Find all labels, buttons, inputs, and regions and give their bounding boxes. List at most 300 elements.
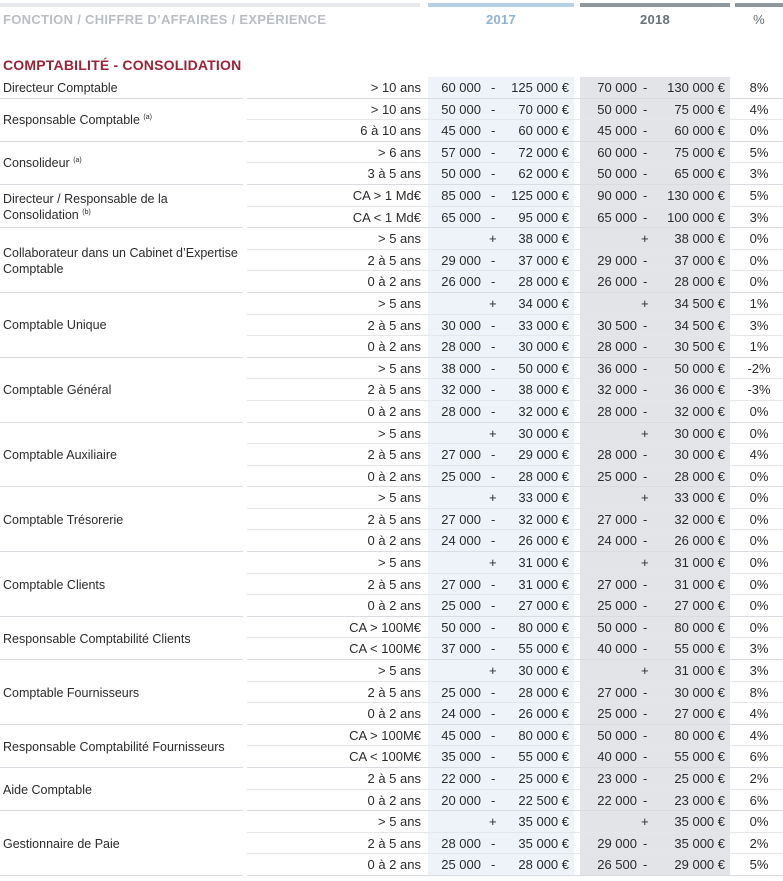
salary-low: 28 000 xyxy=(597,447,637,463)
percent-change-cell: 0% xyxy=(749,511,769,527)
salary-low: 28 000 xyxy=(441,339,481,355)
percent-change-cell: 3% xyxy=(749,317,769,333)
plus-sign: + xyxy=(641,295,649,311)
salary-2017-cell xyxy=(428,185,574,207)
percent-change-cell: 4% xyxy=(749,447,769,463)
salary-high: 28 000 € xyxy=(518,468,569,484)
plus-sign: + xyxy=(641,663,649,679)
salary-low: 60 000 xyxy=(441,80,481,95)
range-dash: - xyxy=(491,641,496,657)
salary-high: 55 000 € xyxy=(518,749,569,765)
range-dash: - xyxy=(643,101,648,117)
percent-change-cell: 3% xyxy=(749,209,769,225)
salary-2018-cell xyxy=(580,120,730,142)
percent-change-cell: 0% xyxy=(749,231,769,247)
experience-cell: 0 à 2 ans xyxy=(367,533,421,549)
salary-low: 50 000 xyxy=(441,166,481,182)
range-dash: - xyxy=(491,80,496,95)
function-name xyxy=(3,836,243,852)
salary-high: 27 000 € xyxy=(674,598,725,614)
table-row xyxy=(0,293,783,315)
function-name xyxy=(3,317,243,333)
salary-2017-cell xyxy=(428,99,574,121)
percent-change-cell: 0% xyxy=(749,468,769,484)
footnote-marker: (b) xyxy=(82,208,91,216)
range-dash: - xyxy=(491,252,496,268)
range-dash: - xyxy=(491,209,496,225)
experience-cell: 0 à 2 ans xyxy=(367,274,421,290)
salary-high: 130 000 € xyxy=(667,80,725,95)
salary-2017-cell xyxy=(428,358,574,380)
function-label: Collaborateur dans un Cabinet d’Expertise Comptable xyxy=(3,245,238,276)
header-function-label: FONCTION / CHIFFRE D’AFFAIRES / EXPÉRIENCE xyxy=(3,12,327,27)
salary-2017-cell xyxy=(428,574,574,596)
salary-low: 28 000 xyxy=(597,339,637,355)
range-dash: - xyxy=(643,533,648,549)
salary-2017-cell xyxy=(428,509,574,531)
range-dash: - xyxy=(491,468,496,484)
function-name xyxy=(3,155,243,171)
salary-low: 27 000 xyxy=(441,576,481,592)
footnote-marker: (a) xyxy=(143,114,152,122)
salary-high: 37 000 € xyxy=(674,252,725,268)
salary-low: 25 000 xyxy=(597,706,637,722)
salary-2017-cell xyxy=(428,530,574,552)
percent-change-cell: 0% xyxy=(749,123,769,139)
range-dash: - xyxy=(643,403,648,419)
salary-high: 38 000 € xyxy=(674,231,725,247)
header-bar-2018 xyxy=(580,3,730,7)
range-dash: - xyxy=(643,576,648,592)
salary-2018-cell xyxy=(580,509,730,531)
header-percent: % xyxy=(753,12,765,27)
salary-2018-cell xyxy=(580,444,730,466)
group-row-separator xyxy=(247,875,783,876)
range-dash: - xyxy=(491,101,496,117)
function-name xyxy=(3,382,243,398)
percent-change-cell: 1% xyxy=(749,295,769,311)
salary-low: 27 000 xyxy=(597,684,637,700)
range-dash: - xyxy=(643,209,648,225)
salary-2017-cell xyxy=(428,401,574,423)
percent-change-cell: 0% xyxy=(749,598,769,614)
range-dash: - xyxy=(491,360,496,376)
plus-sign: + xyxy=(489,295,497,311)
salary-2018-cell xyxy=(580,746,730,768)
salary-2018-cell xyxy=(580,725,730,747)
salary-high: 130 000 € xyxy=(667,187,725,203)
salary-2017-cell xyxy=(428,833,574,855)
range-dash: - xyxy=(491,835,496,851)
salary-high: 27 000 € xyxy=(518,598,569,614)
salary-2018-cell xyxy=(580,423,730,445)
salary-high: 31 000 € xyxy=(674,663,725,679)
salary-high: 28 000 € xyxy=(518,857,569,873)
experience-cell: 3 à 5 ans xyxy=(367,166,421,182)
function-label: Comptable Clients xyxy=(3,577,106,592)
salary-high: 32 000 € xyxy=(518,403,569,419)
salary-high: 80 000 € xyxy=(518,619,569,635)
function-label: Directeur / Responsable de la Consolidation xyxy=(3,191,168,222)
range-dash: - xyxy=(491,317,496,333)
experience-cell: 2 à 5 ans xyxy=(367,576,421,592)
range-dash: - xyxy=(643,274,648,290)
function-label: Consolideur xyxy=(3,156,70,171)
salary-high: 32 000 € xyxy=(674,511,725,527)
experience-cell: 2 à 5 ans xyxy=(367,382,421,398)
function-name xyxy=(3,245,243,277)
experience-cell: > 6 ans xyxy=(377,144,421,160)
function-label: Comptable Unique xyxy=(3,318,107,333)
range-dash: - xyxy=(643,360,648,376)
experience-cell: 2 à 5 ans xyxy=(367,771,421,786)
header-year-2018: 2018 xyxy=(639,12,671,27)
range-dash: - xyxy=(643,447,648,463)
salary-low: 50 000 xyxy=(597,619,637,635)
percent-change-cell: 0% xyxy=(749,814,769,830)
experience-cell: > 5 ans xyxy=(377,425,421,441)
salary-low: 65 000 xyxy=(441,209,481,225)
range-dash: - xyxy=(643,339,648,355)
experience-cell: 6 à 10 ans xyxy=(360,123,421,139)
experience-cell: 0 à 2 ans xyxy=(367,339,421,355)
salary-low: 45 000 xyxy=(441,123,481,139)
salary-high: 31 000 € xyxy=(518,576,569,592)
salary-low: 90 000 xyxy=(597,187,637,203)
percent-change-cell: 3% xyxy=(749,166,769,182)
salary-high: 72 000 € xyxy=(518,144,569,160)
salary-2018-cell xyxy=(580,250,730,272)
salary-2018-cell xyxy=(580,703,730,725)
percent-change-cell: 4% xyxy=(749,101,769,117)
range-dash: - xyxy=(491,792,496,808)
salary-low: 25 000 xyxy=(441,598,481,614)
percent-change-cell: 3% xyxy=(749,663,769,679)
salary-2017-cell xyxy=(428,444,574,466)
salary-2017-cell xyxy=(428,660,574,682)
salary-high: 23 000 € xyxy=(674,792,725,808)
range-dash: - xyxy=(643,598,648,614)
experience-cell: > 5 ans xyxy=(377,231,421,247)
range-dash: - xyxy=(491,771,496,786)
salary-2018-cell xyxy=(580,99,730,121)
salary-high: 80 000 € xyxy=(674,727,725,743)
salary-2018-cell xyxy=(580,854,730,876)
salary-low: 24 000 xyxy=(441,706,481,722)
salary-high: 26 000 € xyxy=(518,706,569,722)
function-label: Aide Comptable xyxy=(3,782,92,797)
salary-low: 36 000 xyxy=(597,360,637,376)
salary-high: 29 000 € xyxy=(674,857,725,873)
salary-high: 125 000 € xyxy=(511,187,569,203)
salary-2017-cell xyxy=(428,552,574,574)
salary-high: 50 000 € xyxy=(674,360,725,376)
salary-2018-cell xyxy=(580,790,730,812)
plus-sign: + xyxy=(489,555,497,571)
salary-low: 35 000 xyxy=(441,749,481,765)
function-label: Directeur Comptable xyxy=(3,80,118,95)
percent-change-cell: 0% xyxy=(749,403,769,419)
range-dash: - xyxy=(491,619,496,635)
salary-2017-cell xyxy=(428,725,574,747)
salary-2018-cell xyxy=(580,185,730,207)
salary-low: 26 500 xyxy=(597,857,637,873)
salary-low: 50 000 xyxy=(441,101,481,117)
salary-high: 25 000 € xyxy=(674,771,725,786)
salary-high: 80 000 € xyxy=(674,619,725,635)
salary-low: 37 000 xyxy=(441,641,481,657)
range-dash: - xyxy=(643,382,648,398)
percent-change-cell: 0% xyxy=(749,533,769,549)
salary-high: 38 000 € xyxy=(518,382,569,398)
salary-2017-cell xyxy=(428,746,574,768)
salary-2018-cell xyxy=(580,660,730,682)
salary-high: 32 000 € xyxy=(518,511,569,527)
salary-low: 45 000 xyxy=(597,123,637,139)
table-row xyxy=(0,660,783,682)
salary-2017-cell xyxy=(428,77,574,99)
salary-high: 30 000 € xyxy=(674,684,725,700)
salary-2018-cell xyxy=(580,77,730,99)
range-dash: - xyxy=(491,382,496,398)
salary-2017-cell xyxy=(428,790,574,812)
range-dash: - xyxy=(491,187,496,203)
experience-cell: CA > 1 Md€ xyxy=(352,187,421,203)
table-row xyxy=(0,552,783,574)
salary-low: 45 000 xyxy=(441,727,481,743)
salary-low: 27 000 xyxy=(441,511,481,527)
salary-high: 26 000 € xyxy=(518,533,569,549)
salary-2017-cell xyxy=(428,595,574,617)
salary-2018-cell xyxy=(580,401,730,423)
range-dash: - xyxy=(643,749,648,765)
salary-low: 70 000 xyxy=(597,80,637,95)
function-name xyxy=(3,191,243,223)
salary-high: 30 500 € xyxy=(674,339,725,355)
salary-high: 31 000 € xyxy=(674,555,725,571)
salary-high: 125 000 € xyxy=(511,80,569,95)
salary-2017-cell xyxy=(428,854,574,876)
salary-2017-cell xyxy=(428,703,574,725)
range-dash: - xyxy=(491,274,496,290)
range-dash: - xyxy=(643,468,648,484)
header-bar-2017 xyxy=(428,3,574,7)
experience-cell: 0 à 2 ans xyxy=(367,598,421,614)
range-dash: - xyxy=(491,576,496,592)
salary-low: 28 000 xyxy=(441,403,481,419)
header-bar-pct xyxy=(735,3,783,7)
range-dash: - xyxy=(643,857,648,873)
salary-high: 38 000 € xyxy=(518,231,569,247)
salary-2017-cell xyxy=(428,768,574,790)
salary-high: 30 000 € xyxy=(674,447,725,463)
salary-low: 57 000 xyxy=(441,144,481,160)
experience-cell: 2 à 5 ans xyxy=(367,447,421,463)
plus-sign: + xyxy=(641,231,649,247)
salary-2017-cell xyxy=(428,271,574,293)
salary-2018-cell xyxy=(580,163,730,185)
salary-high: 25 000 € xyxy=(518,771,569,786)
range-dash: - xyxy=(491,706,496,722)
salary-low: 30 500 xyxy=(597,317,637,333)
experience-cell: 0 à 2 ans xyxy=(367,792,421,808)
function-name xyxy=(3,631,243,647)
function-label: Comptable Auxiliaire xyxy=(3,448,117,462)
salary-high: 27 000 € xyxy=(674,706,725,722)
salary-high: 35 000 € xyxy=(674,814,725,830)
range-dash: - xyxy=(643,187,648,203)
salary-2017-cell xyxy=(428,638,574,660)
salary-low: 25 000 xyxy=(441,857,481,873)
salary-high: 30 000 € xyxy=(518,663,569,679)
salary-high: 28 000 € xyxy=(518,684,569,700)
salary-high: 37 000 € xyxy=(518,252,569,268)
salary-2017-cell xyxy=(428,617,574,639)
experience-cell: > 5 ans xyxy=(377,663,421,679)
range-dash: - xyxy=(643,80,648,95)
salary-low: 29 000 xyxy=(597,835,637,851)
salary-2018-cell xyxy=(580,336,730,358)
experience-cell: CA < 1 Md€ xyxy=(352,209,421,225)
percent-change-cell: 0% xyxy=(749,555,769,571)
salary-high: 55 000 € xyxy=(518,641,569,657)
salary-low: 20 000 xyxy=(441,792,481,808)
header-bar-function xyxy=(0,3,420,7)
salary-high: 65 000 € xyxy=(674,166,725,182)
salary-low: 27 000 xyxy=(597,576,637,592)
experience-cell: 2 à 5 ans xyxy=(367,511,421,527)
range-dash: - xyxy=(491,123,496,139)
salary-2018-cell xyxy=(580,271,730,293)
range-dash: - xyxy=(491,447,496,463)
salary-high: 34 500 € xyxy=(674,295,725,311)
salary-high: 36 000 € xyxy=(674,382,725,398)
salary-low: 29 000 xyxy=(441,252,481,268)
salary-high: 75 000 € xyxy=(674,101,725,117)
salary-high: 95 000 € xyxy=(518,209,569,225)
function-name xyxy=(3,739,243,755)
table-row xyxy=(0,423,783,445)
salary-2018-cell xyxy=(580,638,730,660)
salary-2018-cell xyxy=(580,358,730,380)
experience-cell: > 5 ans xyxy=(377,555,421,571)
function-name xyxy=(3,577,243,593)
salary-high: 34 500 € xyxy=(674,317,725,333)
percent-change-cell: 1% xyxy=(749,339,769,355)
range-dash: - xyxy=(643,771,648,786)
experience-cell: > 5 ans xyxy=(377,814,421,830)
salary-2017-cell xyxy=(428,315,574,337)
percent-change-cell: 8% xyxy=(749,80,769,95)
function-name xyxy=(3,512,243,528)
salary-2018-cell xyxy=(580,379,730,401)
percent-change-cell: 5% xyxy=(749,857,769,873)
range-dash: - xyxy=(491,749,496,765)
salary-2017-cell xyxy=(428,811,574,833)
function-label: Responsable Comptabilité Clients xyxy=(3,631,191,646)
salary-2018-cell xyxy=(580,552,730,574)
salary-low: 40 000 xyxy=(597,749,637,765)
salary-2018-cell xyxy=(580,682,730,704)
salary-2018-cell xyxy=(580,228,730,250)
salary-high: 75 000 € xyxy=(674,144,725,160)
range-dash: - xyxy=(643,641,648,657)
experience-cell: > 5 ans xyxy=(377,360,421,376)
table-row xyxy=(0,811,783,833)
experience-cell: 0 à 2 ans xyxy=(367,706,421,722)
function-label: Responsable Comptable xyxy=(3,113,140,128)
table-row xyxy=(0,358,783,380)
salary-low: 27 000 xyxy=(441,447,481,463)
salary-2017-cell xyxy=(428,163,574,185)
salary-2017-cell xyxy=(428,487,574,509)
salary-2017-cell xyxy=(428,207,574,229)
salary-low: 40 000 xyxy=(597,641,637,657)
plus-sign: + xyxy=(641,490,649,506)
salary-low: 30 000 xyxy=(441,317,481,333)
salary-2018-cell xyxy=(580,574,730,596)
salary-low: 27 000 xyxy=(597,511,637,527)
plus-sign: + xyxy=(489,231,497,247)
salary-2018-cell xyxy=(580,768,730,790)
percent-change-cell: 0% xyxy=(749,274,769,290)
salary-low: 38 000 xyxy=(441,360,481,376)
salary-high: 33 000 € xyxy=(518,490,569,506)
range-dash: - xyxy=(643,792,648,808)
plus-sign: + xyxy=(641,814,649,830)
function-label: Gestionnaire de Paie xyxy=(3,836,120,851)
salary-2018-cell xyxy=(580,466,730,488)
salary-high: 28 000 € xyxy=(674,274,725,290)
salary-low: 32 000 xyxy=(597,382,637,398)
function-name xyxy=(3,782,243,798)
table-row xyxy=(0,487,783,509)
percent-change-cell: 3% xyxy=(749,641,769,657)
salary-high: 35 000 € xyxy=(518,814,569,830)
function-name xyxy=(3,447,243,463)
salary-high: 28 000 € xyxy=(674,468,725,484)
header-year-2017: 2017 xyxy=(485,12,517,27)
salary-table xyxy=(0,77,783,876)
salary-high: 22 500 € xyxy=(518,792,569,808)
salary-low: 50 000 xyxy=(597,101,637,117)
range-dash: - xyxy=(491,166,496,182)
salary-2018-cell xyxy=(580,833,730,855)
salary-high: 80 000 € xyxy=(518,727,569,743)
salary-high: 60 000 € xyxy=(518,123,569,139)
salary-low: 25 000 xyxy=(597,598,637,614)
group-separator xyxy=(0,875,243,876)
salary-low: 50 000 xyxy=(441,619,481,635)
table-row xyxy=(0,336,783,358)
range-dash: - xyxy=(643,706,648,722)
percent-change-cell: 4% xyxy=(749,727,769,743)
function-name xyxy=(3,112,243,128)
salary-low: 25 000 xyxy=(441,468,481,484)
salary-low: 25 000 xyxy=(597,468,637,484)
salary-high: 31 000 € xyxy=(674,576,725,592)
salary-low: 28 000 xyxy=(597,403,637,419)
percent-change-cell: 0% xyxy=(749,425,769,441)
footnote-marker: (a) xyxy=(73,157,82,165)
range-dash: - xyxy=(491,598,496,614)
salary-2018-cell xyxy=(580,595,730,617)
experience-cell: 2 à 5 ans xyxy=(367,684,421,700)
salary-high: 55 000 € xyxy=(674,641,725,657)
salary-2017-cell xyxy=(428,228,574,250)
experience-cell: 2 à 5 ans xyxy=(367,317,421,333)
salary-low: 22 000 xyxy=(441,771,481,786)
